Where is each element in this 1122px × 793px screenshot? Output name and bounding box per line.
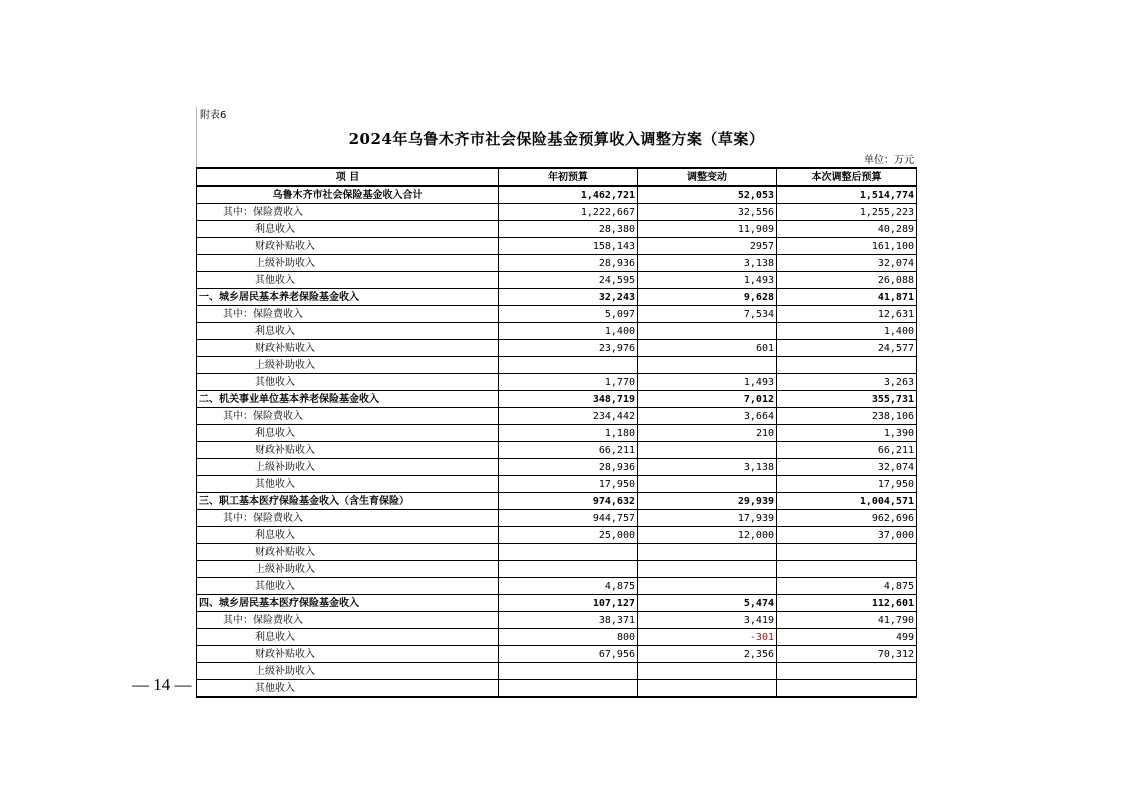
- adjusted-budget-cell: 238,106: [777, 408, 917, 425]
- table-row: [197, 544, 917, 561]
- adjustment-cell: [638, 476, 777, 493]
- initial-budget-cell: 1,462,721: [499, 186, 638, 204]
- adjustment-cell: [638, 323, 777, 340]
- initial-budget-cell: 800: [499, 629, 638, 646]
- table-row: [197, 680, 917, 698]
- initial-budget-cell: [499, 561, 638, 578]
- adjustment-cell: 7,534: [638, 306, 777, 323]
- adjustment-cell: 9,628: [638, 289, 777, 306]
- row-label: 其他收入: [197, 374, 499, 391]
- adjustment-cell: 3,664: [638, 408, 777, 425]
- initial-budget-cell: [499, 544, 638, 561]
- adjustment-cell: 601: [638, 340, 777, 357]
- adjustment-cell: 1,493: [638, 272, 777, 289]
- adjusted-budget-cell: 24,577: [777, 340, 917, 357]
- table-row: [197, 408, 917, 425]
- table-row: [197, 306, 917, 323]
- adjustment-cell: [638, 442, 777, 459]
- row-label: 三、职工基本医疗保险基金收入（含生育保险）: [197, 493, 499, 510]
- adjustment-cell: -301: [638, 629, 777, 646]
- table-row: [197, 561, 917, 578]
- row-label: 其他收入: [197, 476, 499, 493]
- adjustment-cell: 3,138: [638, 255, 777, 272]
- adjustment-cell: 3,419: [638, 612, 777, 629]
- adjustment-cell: [638, 578, 777, 595]
- row-label: 上级补助收入: [197, 357, 499, 374]
- table-row: [197, 595, 917, 612]
- adjustment-cell: [638, 663, 777, 680]
- initial-budget-cell: 1,180: [499, 425, 638, 442]
- adjusted-budget-cell: [777, 561, 917, 578]
- table-row: [197, 612, 917, 629]
- table-row: [197, 663, 917, 680]
- header-item: 项 目: [197, 168, 499, 186]
- header-adjustment: 调整变动: [638, 168, 777, 186]
- adjusted-budget-cell: [777, 357, 917, 374]
- adjustment-cell: 2,356: [638, 646, 777, 663]
- initial-budget-cell: [499, 663, 638, 680]
- row-label: 财政补贴收入: [197, 646, 499, 663]
- table-row: [197, 425, 917, 442]
- adjusted-budget-cell: 26,088: [777, 272, 917, 289]
- row-label: 四、城乡居民基本医疗保险基金收入: [197, 595, 499, 612]
- row-label: 二、机关事业单位基本养老保险基金收入: [197, 391, 499, 408]
- adjustment-cell: 1,493: [638, 374, 777, 391]
- row-label: 利息收入: [197, 425, 499, 442]
- table-row: [197, 323, 917, 340]
- adjustment-cell: 2957: [638, 238, 777, 255]
- initial-budget-cell: 1,770: [499, 374, 638, 391]
- adjusted-budget-cell: 70,312: [777, 646, 917, 663]
- table-row: [197, 204, 917, 221]
- initial-budget-cell: 348,719: [499, 391, 638, 408]
- adjusted-budget-cell: 40,289: [777, 221, 917, 238]
- adjustment-cell: 12,000: [638, 527, 777, 544]
- document-title: 2024年乌鲁木齐市社会保险基金预算收入调整方案（草案）: [196, 124, 916, 154]
- table-row: [197, 646, 917, 663]
- row-label: 上级补助收入: [197, 561, 499, 578]
- row-label: 财政补贴收入: [197, 442, 499, 459]
- header-adjusted-budget: 本次调整后预算: [777, 168, 917, 186]
- row-label: 其中：保险费收入: [197, 204, 499, 221]
- initial-budget-cell: 23,976: [499, 340, 638, 357]
- initial-budget-cell: 28,936: [499, 255, 638, 272]
- adjustment-cell: [638, 357, 777, 374]
- table-row: [197, 578, 917, 595]
- initial-budget-cell: 234,442: [499, 408, 638, 425]
- row-label: 其中：保险费收入: [197, 408, 499, 425]
- adjusted-budget-cell: 499: [777, 629, 917, 646]
- initial-budget-cell: [499, 357, 638, 374]
- row-label: 其他收入: [197, 680, 499, 698]
- adjustment-cell: 210: [638, 425, 777, 442]
- adjusted-budget-cell: [777, 680, 917, 698]
- initial-budget-cell: 1,400: [499, 323, 638, 340]
- row-label: 财政补贴收入: [197, 340, 499, 357]
- adjusted-budget-cell: 12,631: [777, 306, 917, 323]
- budget-sheet: [196, 107, 916, 698]
- row-label: 上级补助收入: [197, 459, 499, 476]
- table-row: [197, 289, 917, 306]
- unit-label: 单位：万元: [196, 154, 916, 167]
- adjusted-budget-cell: 17,950: [777, 476, 917, 493]
- appendix-caption: 附表6: [196, 107, 916, 124]
- adjustment-cell: 5,474: [638, 595, 777, 612]
- table-row: [197, 238, 917, 255]
- initial-budget-cell: 974,632: [499, 493, 638, 510]
- adjusted-budget-cell: 161,100: [777, 238, 917, 255]
- adjustment-cell: 7,012: [638, 391, 777, 408]
- adjusted-budget-cell: [777, 663, 917, 680]
- table-row: [197, 255, 917, 272]
- adjustment-cell: 52,053: [638, 186, 777, 204]
- page-number: — 14 —: [132, 675, 192, 694]
- initial-budget-cell: 25,000: [499, 527, 638, 544]
- adjusted-budget-cell: 37,000: [777, 527, 917, 544]
- table-row: [197, 391, 917, 408]
- adjusted-budget-cell: 3,263: [777, 374, 917, 391]
- table-row: [197, 476, 917, 493]
- table-row: [197, 186, 917, 204]
- row-label: 利息收入: [197, 221, 499, 238]
- table-row: [197, 442, 917, 459]
- initial-budget-cell: [499, 680, 638, 698]
- initial-budget-cell: 4,875: [499, 578, 638, 595]
- adjusted-budget-cell: 41,790: [777, 612, 917, 629]
- adjustment-cell: 32,556: [638, 204, 777, 221]
- adjusted-budget-cell: [777, 544, 917, 561]
- initial-budget-cell: 1,222,667: [499, 204, 638, 221]
- table-row: [197, 340, 917, 357]
- initial-budget-cell: 17,950: [499, 476, 638, 493]
- table-row: [197, 629, 917, 646]
- table-row: [197, 510, 917, 527]
- initial-budget-cell: 944,757: [499, 510, 638, 527]
- table-row: [197, 272, 917, 289]
- row-label: 其他收入: [197, 272, 499, 289]
- adjusted-budget-cell: 355,731: [777, 391, 917, 408]
- initial-budget-cell: 32,243: [499, 289, 638, 306]
- adjustment-cell: [638, 544, 777, 561]
- initial-budget-cell: 67,956: [499, 646, 638, 663]
- row-label: 其中：保险费收入: [197, 306, 499, 323]
- adjustment-cell: 29,939: [638, 493, 777, 510]
- adjusted-budget-cell: 1,390: [777, 425, 917, 442]
- adjusted-budget-cell: 1,004,571: [777, 493, 917, 510]
- initial-budget-cell: 28,936: [499, 459, 638, 476]
- adjusted-budget-cell: 962,696: [777, 510, 917, 527]
- row-label: 乌鲁木齐市社会保险基金收入合计: [197, 186, 499, 204]
- adjustment-cell: [638, 561, 777, 578]
- adjusted-budget-cell: 112,601: [777, 595, 917, 612]
- row-label: 上级补助收入: [197, 255, 499, 272]
- table-row: [197, 357, 917, 374]
- initial-budget-cell: 28,380: [499, 221, 638, 238]
- row-label: 上级补助收入: [197, 663, 499, 680]
- row-label: 财政补贴收入: [197, 238, 499, 255]
- row-label: 一、城乡居民基本养老保险基金收入: [197, 289, 499, 306]
- adjustment-cell: 17,939: [638, 510, 777, 527]
- table-row: [197, 459, 917, 476]
- table-row: [197, 221, 917, 238]
- adjusted-budget-cell: 1,514,774: [777, 186, 917, 204]
- adjusted-budget-cell: 32,074: [777, 459, 917, 476]
- table-header-row: [197, 168, 917, 186]
- adjusted-budget-cell: 1,400: [777, 323, 917, 340]
- initial-budget-cell: 66,211: [499, 442, 638, 459]
- initial-budget-cell: 38,371: [499, 612, 638, 629]
- row-label: 其他收入: [197, 578, 499, 595]
- initial-budget-cell: 5,097: [499, 306, 638, 323]
- row-label: 其中：保险费收入: [197, 510, 499, 527]
- adjusted-budget-cell: 41,871: [777, 289, 917, 306]
- table-row: [197, 374, 917, 391]
- initial-budget-cell: 158,143: [499, 238, 638, 255]
- table-row: [197, 493, 917, 510]
- row-label: 其中：保险费收入: [197, 612, 499, 629]
- adjusted-budget-cell: 4,875: [777, 578, 917, 595]
- row-label: 利息收入: [197, 527, 499, 544]
- adjusted-budget-cell: 1,255,223: [777, 204, 917, 221]
- header-initial-budget: 年初预算: [499, 168, 638, 186]
- initial-budget-cell: 107,127: [499, 595, 638, 612]
- row-label: 利息收入: [197, 629, 499, 646]
- initial-budget-cell: 24,595: [499, 272, 638, 289]
- adjusted-budget-cell: 32,074: [777, 255, 917, 272]
- budget-table: [196, 167, 917, 698]
- adjusted-budget-cell: 66,211: [777, 442, 917, 459]
- adjustment-cell: 11,909: [638, 221, 777, 238]
- table-row: [197, 527, 917, 544]
- row-label: 利息收入: [197, 323, 499, 340]
- row-label: 财政补贴收入: [197, 544, 499, 561]
- adjustment-cell: [638, 680, 777, 698]
- adjustment-cell: 3,138: [638, 459, 777, 476]
